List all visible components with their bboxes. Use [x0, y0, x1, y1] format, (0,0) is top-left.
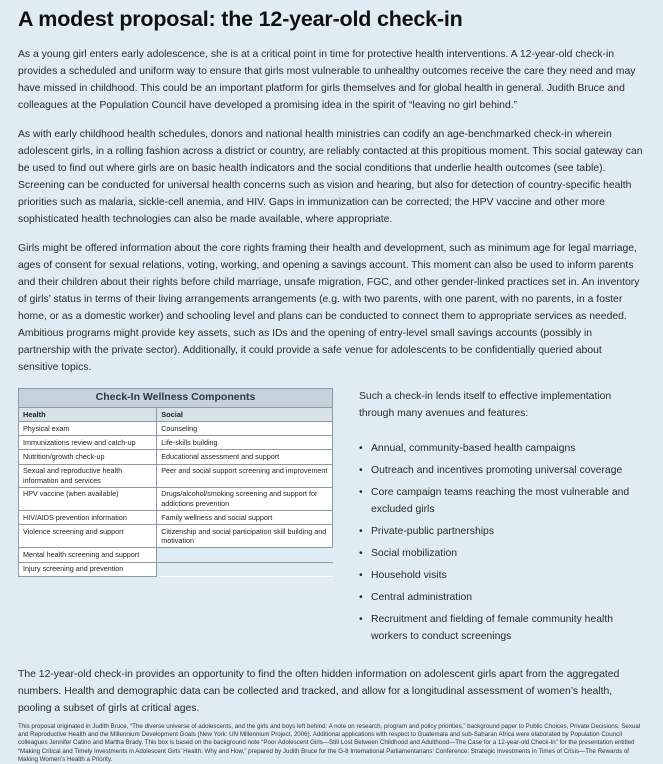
bullet-icon: • — [359, 570, 363, 581]
health-cell: Mental health screening and support — [19, 548, 157, 562]
table-row — [19, 562, 333, 576]
list-item-text: Private-public partnerships — [371, 526, 495, 537]
list-item — [359, 462, 645, 479]
paragraph-intro: As a young girl enters early adolescence, she is at a critical point in time for protective health interventions. A 12-year-old check-in provides a scheduled and uniform way to ensure that girls most vulnerable to unhealthy outcomes receive the care they need and may have missed in childhood. This could be an important platform for girls themselves and for global health in general. Judith Bruce and colleagues at the Population Council have developed a promising idea in the spirit of “leaving no girl behind.” — [18, 49, 636, 111]
social-cell: Counseling — [157, 422, 333, 436]
table-row — [19, 487, 333, 510]
bullet-icon: • — [359, 443, 363, 454]
header-social: Social — [157, 407, 333, 422]
table-row — [19, 464, 333, 487]
list-item-text: Recruitment and fielding of female community health workers to conduct screenings — [371, 614, 613, 642]
table-header-row — [19, 407, 333, 422]
implementation-list — [359, 440, 645, 645]
table-row — [19, 510, 333, 524]
list-item — [359, 440, 645, 457]
list-item — [359, 589, 645, 606]
health-cell: Physical exam — [19, 422, 157, 436]
table-caption: Check-In Wellness Components — [18, 388, 333, 407]
social-cell: Life-skills building — [157, 436, 333, 450]
social-cell: Educational assessment and support — [157, 450, 333, 464]
health-cell: Sexual and reproductive health information and services — [19, 464, 157, 487]
list-item — [359, 523, 645, 540]
table-row — [19, 450, 333, 464]
bullet-icon: • — [359, 548, 363, 559]
footnote: This proposal originated in Judith Bruce, “The diverse universe of adolescents, and the girls and boys left behind: A note on research, program and policy priorities,” background paper to Public Choices, Private Decisions: Sexual and Reproductive Health and the Millennium Development Goals (New York: UN Millennium Project, 2006). Additional applications with respect to Guatemala and sub-Saharan Africa were elaborated by Population Council colleagues Jennifer Catino and Martha Brady. This box is based on the background note “Poor Adolescent Girls—Still Lost Between Childhood and Adulthood—The Case for a 12-year-old Check-In” for the presentation entitled “Making Critical and Timely Investments in Adolescent Girls’ Health: Why and How,” prepared by Judith Bruce for the G-8 International Parliamentarians’ Conference: Strategic Investments in Times of Crisis—The Rewards of Making Women’s Health a Priority. — [18, 723, 641, 763]
wellness-table-container — [18, 388, 333, 650]
list-item-text: Social mobilization — [371, 548, 458, 559]
header-health: Health — [19, 407, 157, 422]
wellness-components-table — [18, 388, 333, 577]
health-cell: Nutrition/growth check-up — [19, 450, 157, 464]
bullet-icon: • — [359, 487, 363, 498]
table-row — [19, 422, 333, 436]
empty-cell — [157, 548, 333, 562]
closing-paragraph: The 12-year-old check-in provides an opportunity to find the often hidden information on adolescent girls apart from the aggregated numbers. Health and demographic data can be collected and tracked, and allow for a longitudinal assessment of women’s health, pooling a subset of girls at critical ages. — [18, 669, 620, 714]
implementation-list-panel — [359, 388, 645, 650]
health-cell: Injury screening and prevention — [19, 562, 157, 576]
health-cell: HPV vaccine (when available) — [19, 487, 157, 510]
social-cell: Family wellness and social support — [157, 510, 333, 524]
list-item — [359, 484, 645, 518]
bullet-icon: • — [359, 526, 363, 537]
paragraph-schedules: As with early childhood health schedules, donors and national health ministries can codify an age-benchmarked check-in wherein adolescent girls, in a rolling fashion across a district or country, are reliably contacted at this propitious moment. This social gateway can be used to find out where girls are on basic health indicators and the social conditions that underlie health outcomes (see table). Screening can be conducted for universal health concerns such as vision and hearing, but also for detection of country-specific health priorities such as malaria, sickle-cell anemia, and HIV. Gaps in immunization can be corrected; the HPV vaccine and other more sophisticated health technologies can also be made available, where appropriate. — [18, 129, 643, 225]
page-title: A modest proposal: the 12-year-old check-in — [18, 7, 463, 31]
empty-cell — [157, 562, 333, 576]
list-item — [359, 611, 645, 645]
health-cell: HIV/AIDS prevention information — [19, 510, 157, 524]
list-item — [359, 567, 645, 584]
table-and-list-section — [18, 388, 645, 650]
social-cell: Drugs/alcohol/smoking screening and support for addictions prevention — [157, 487, 333, 510]
list-item-text: Household visits — [371, 570, 447, 581]
social-cell: Peer and social support screening and improvement — [157, 464, 333, 487]
list-item-text: Annual, community-based health campaigns — [371, 443, 576, 454]
social-cell: Citizenship and social participation skill building and motivation — [157, 525, 333, 548]
list-item-text: Outreach and incentives promoting universal coverage — [371, 465, 623, 476]
bullet-icon: • — [359, 592, 363, 603]
table-row — [19, 436, 333, 450]
list-intro: Such a check-in lends itself to effective implementation through many avenues and features: — [359, 391, 612, 419]
table-row — [19, 548, 333, 562]
table-row — [19, 525, 333, 548]
list-item — [359, 545, 645, 562]
bullet-icon: • — [359, 614, 363, 625]
health-cell: Immunizations review and catch-up — [19, 436, 157, 450]
list-item-text: Central administration — [371, 592, 473, 603]
paragraph-rights: Girls might be offered information about the core rights framing their health and development, such as minimum age for legal marriage, ages of consent for sexual relations, voting, working, and opening a savings account. This moment can also be used to inform parents and their children about their rights before child marriage, unsafe migration, FGC, and other gender-linked practices set in. An inventory of girls’ status in terms of their living arrangements arrangements (e.g. with two parents, with one parent, with no parents, in a foster home, or as a domestic worker) and schooling level and plans can be conducted to connect them to appropriate services as needed. Ambitious programs might provide key assets, such as IDs and the opening of entry-level small savings accounts (possibly in partnership with the private sector). Additionally, it could provide a safe venue for adolescents to be confidentially queried about sensitive topics. — [18, 243, 640, 373]
list-item-text: Core campaign teams reaching the most vulnerable and excluded girls — [371, 487, 630, 515]
health-cell: Violence screening and support — [19, 525, 157, 548]
bullet-icon: • — [359, 465, 363, 476]
